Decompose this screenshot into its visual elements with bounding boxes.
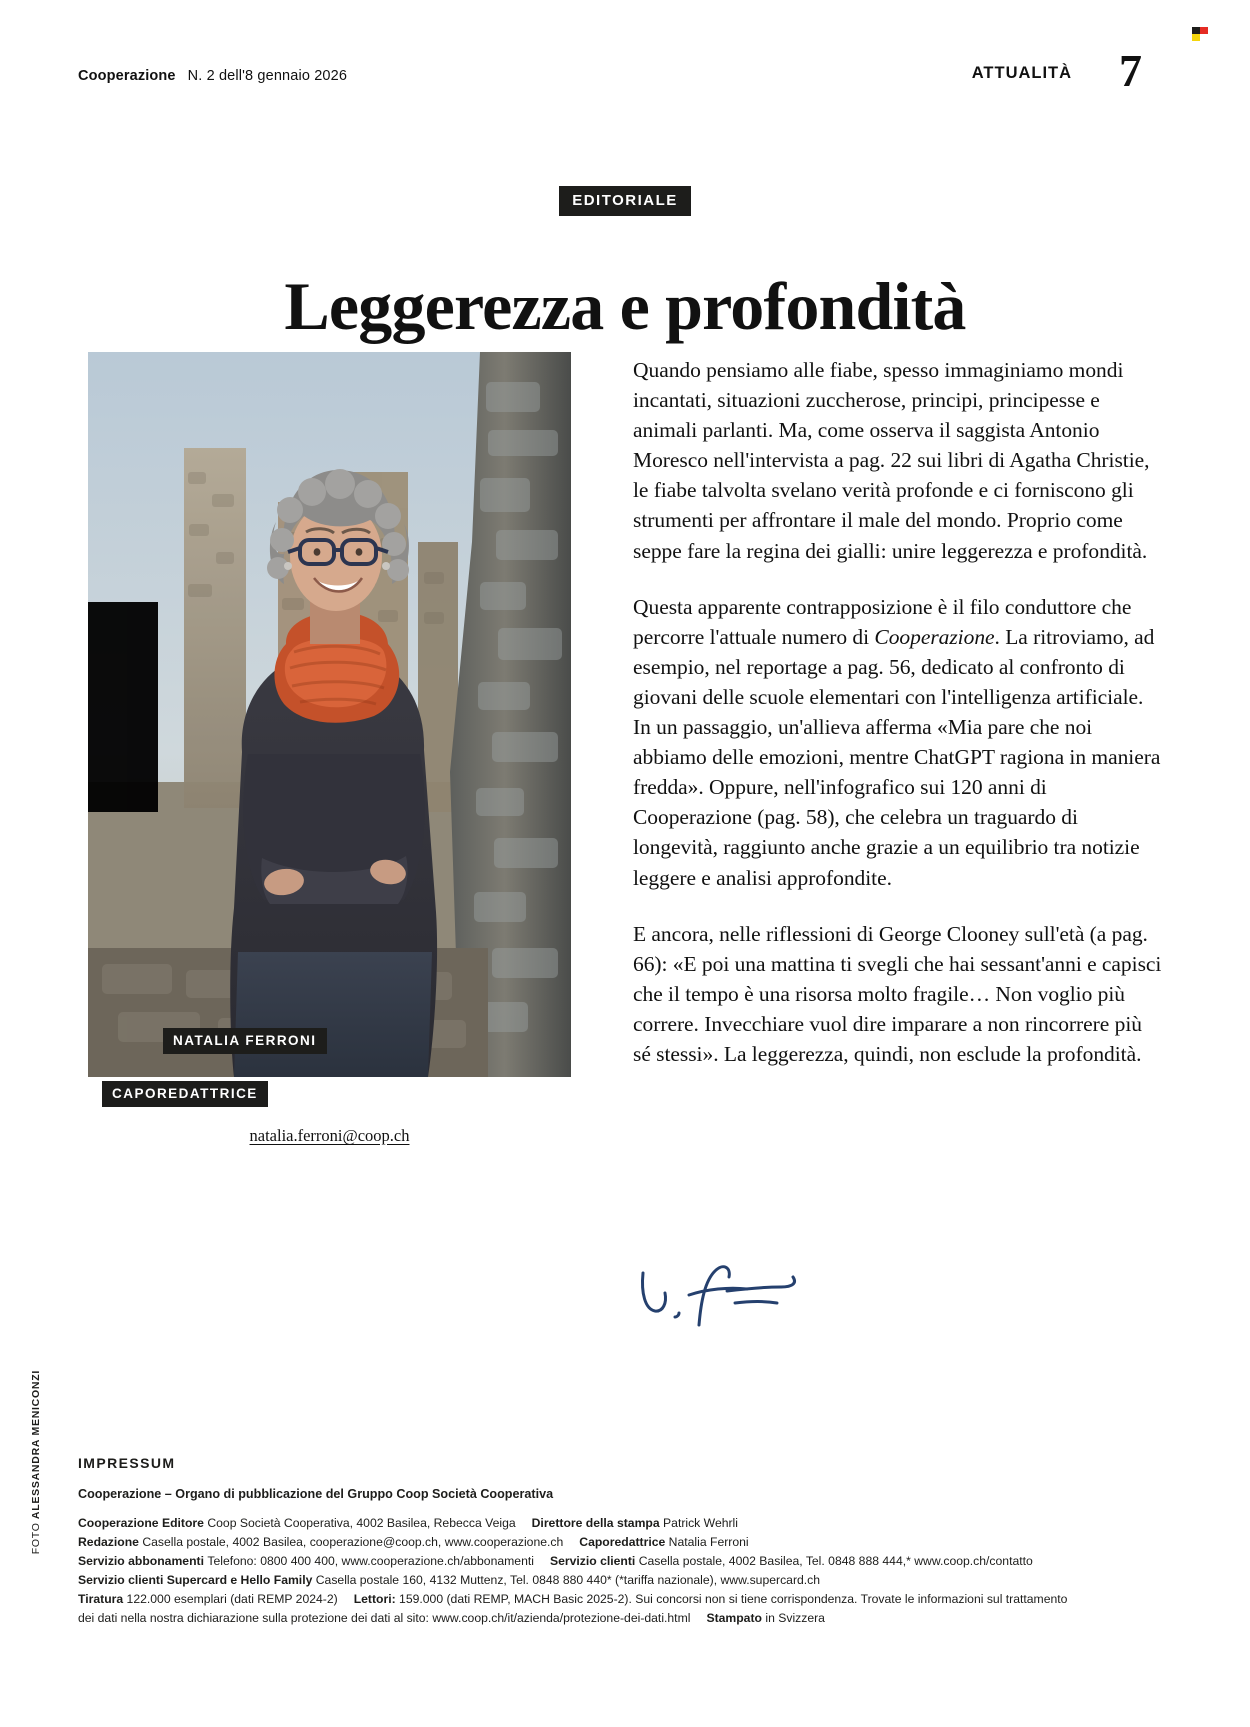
editor-role-badge: CAPOREDATTRICE bbox=[102, 1081, 268, 1107]
editor-role-badge-container bbox=[102, 1081, 268, 1107]
article-paragraph-1: Quando pensiamo alle fiabe, spesso immaginiamo mondi incantati, situazioni zuccherose, principi, principesse e animali parlanti. Ma, come osserva il saggista Antonio Moresco nell'intervista a pag. 22 sui libri di Agatha Christie, le fiabe talvolta svelano verità profonde e ci forniscono gli strumenti per affrontare il male del mondo. Proprio come seppe fare la regina dei gialli: unire leggerezza e profondità. bbox=[633, 358, 1150, 563]
impressum-label: Redazione bbox=[78, 1534, 143, 1549]
impressum-line bbox=[78, 1609, 1088, 1628]
impressum-line bbox=[78, 1533, 1088, 1552]
impressum-label: Stampato bbox=[706, 1610, 766, 1625]
impressum-label: Direttore della stampa bbox=[531, 1516, 664, 1530]
masthead-issue: N. 2 dell'8 gennaio 2026 bbox=[187, 68, 348, 84]
photo-column bbox=[88, 352, 571, 1145]
impressum-value: 159.000 (dati REMP, MACH Basic 2025-2). Sui concorsi non si tiene corrispondenza. Trovate le informazioni sul trattamento bbox=[399, 1591, 1068, 1606]
impressum-label: Tiratura bbox=[78, 1591, 127, 1606]
impressum-value: Natalia Ferroni bbox=[668, 1534, 749, 1549]
editor-email-link[interactable]: natalia.ferroni@coop.ch bbox=[249, 1126, 410, 1145]
page-title: Leggerezza e profondità bbox=[284, 267, 966, 344]
page-number: 7 bbox=[1119, 45, 1142, 96]
impressum-label: Caporedattrice bbox=[579, 1534, 669, 1549]
masthead-brand: Cooperazione bbox=[78, 68, 176, 84]
impressum-line bbox=[78, 1571, 1088, 1590]
photo-credit-name: ALESSANDRA MENICONZI bbox=[30, 1370, 42, 1520]
impressum-title: IMPRESSUM bbox=[78, 1455, 176, 1471]
impressum-lines bbox=[78, 1514, 1088, 1627]
impressum-value: dei dati nella nostra dichiarazione sulla protezione dei dati al sito: www.coop.ch/it/azienda/protezione-dei-dati.html bbox=[78, 1610, 691, 1625]
impressum-line bbox=[78, 1514, 1088, 1533]
impressum-value: in Svizzera bbox=[765, 1610, 825, 1625]
article-body bbox=[633, 355, 1163, 1069]
article-paragraph-3: E ancora, nelle riflessioni di George Clooney sull'età (a pag. 66): «E poi una mattina ti svegli che hai sessant'anni e capisci che il tempo è una risorsa molto fragile… Non voglio più correre. Invecchiare vuol dire imparare a non rincorrere più sé stessi». La leggerezza, quindi, non esclude la profondità. bbox=[633, 921, 1162, 1066]
article-paragraph-2 bbox=[633, 592, 1163, 893]
impressum-lead: Cooperazione – Organo di pubblicazione del Gruppo Coop Società Cooperativa bbox=[78, 1487, 554, 1501]
kicker-badge: EDITORIALE bbox=[559, 186, 691, 216]
impressum-label: Cooperazione Editore bbox=[78, 1516, 208, 1530]
impressum-line bbox=[78, 1552, 1088, 1571]
impressum-value: Casella postale 160, 4132 Muttenz, Tel. 0848 880 440* (*tariffa nazionale), www.supercard.ch bbox=[315, 1572, 821, 1587]
kicker-container bbox=[0, 186, 1250, 216]
editor-signature bbox=[635, 1255, 835, 1345]
photo-credit bbox=[30, 1370, 50, 1554]
impressum-label: Lettori: bbox=[353, 1591, 400, 1606]
editor-name-badge: NATALIA FERRONI bbox=[163, 1028, 327, 1054]
article-paragraph-2-part-a: Questa apparente contrapposizione è il filo conduttore che percorre l'attuale numero di bbox=[633, 594, 1132, 649]
editor-portrait-photo bbox=[88, 352, 571, 1077]
photo-credit-prefix: FOTO bbox=[30, 1522, 42, 1555]
impressum-value: Patrick Wehrli bbox=[663, 1516, 738, 1530]
impressum-label: Servizio abbonamenti bbox=[78, 1553, 208, 1568]
editor-name-badge-container bbox=[163, 1028, 327, 1054]
impressum-value: Casella postale, 4002 Basilea, Tel. 0848 888 444,* www.coop.ch/contatto bbox=[638, 1553, 1033, 1568]
masthead bbox=[78, 68, 347, 84]
impressum-line bbox=[78, 1590, 1088, 1609]
impressum-label: Servizio clienti Supercard e Hello Family bbox=[78, 1572, 316, 1587]
color-registration-mark-icon bbox=[1192, 27, 1208, 41]
impressum-value: Coop Società Cooperativa, 4002 Basilea, Rebecca Veiga bbox=[207, 1516, 516, 1530]
article-paragraph-2-part-b: . La ritroviamo, ad esempio, nel reportage a pag. 56, dedicato al confronto di giovani delle scuole elementari con l'intelligenza artificiale. In un passaggio, un'allieva afferma «Mia pare che noi abbiamo delle emozioni, mentre ChatGPT ragiona in maniera fredda». Oppure, nell'infografico sui 120 anni di Cooperazione (pag. 58), che celebra un traguardo di longevità, raggiunto anche grazie a un equilibrio tra notizie leggere e analisi approfondite. bbox=[633, 624, 1161, 890]
impressum-label: Servizio clienti bbox=[549, 1553, 639, 1568]
impressum-value: Telefono: 0800 400 400, www.cooperazione.ch/abbonamenti bbox=[207, 1553, 534, 1568]
impressum-block bbox=[78, 1455, 1088, 1627]
article-paragraph-2-italic: Cooperazione bbox=[874, 624, 995, 649]
section-label: ATTUALITÀ bbox=[971, 64, 1072, 82]
impressum-value: 122.000 esemplari (dati REMP 2024-2) bbox=[126, 1591, 338, 1606]
impressum-value: Casella postale, 4002 Basilea, cooperazione@coop.ch, www.cooperazione.ch bbox=[142, 1534, 564, 1549]
